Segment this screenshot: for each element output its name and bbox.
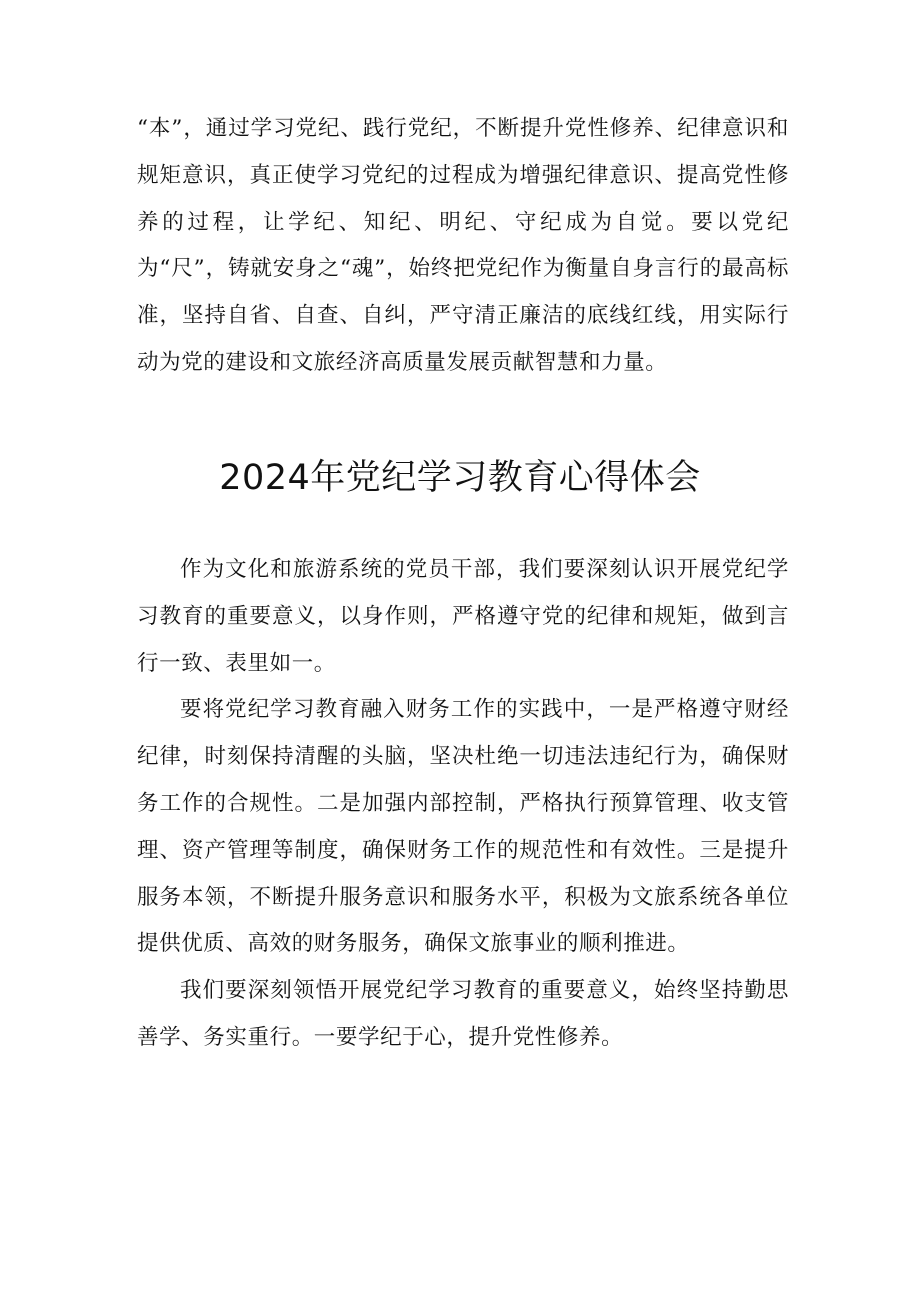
- document-body: [137, 547, 789, 1062]
- body-paragraph-3: 我们要深刻领悟开展党纪学习教育的重要意义，始终坚持勤思善学、务实重行。一要学纪于心，提升党性修养。: [137, 978, 789, 1050]
- continuation-paragraph: “本”，通过学习党纪、践行党纪，不断提升党性修养、纪律意识和规矩意识，真正使学习党纪的过程成为增强纪律意识、提高党性修养的过程，让学纪、知纪、明纪、守纪成为自觉。要以党纪为“尺”，铸就安身之“魂”，始终把党纪作为衡量自身言行的最高标准，坚持自省、自查、自纠，严守清正廉洁的底线红线，用实际行动为党的建设和文旅经济高质量发展贡献智慧和力量。: [137, 116, 789, 375]
- body-paragraph-2: 要将党纪学习教育融入财务工作的实践中，一是严格遵守财经纪律，时刻保持清醒的头脑，坚决杜绝一切违法违纪行为，确保财务工作的合规性。二是加强内部控制，严格执行预算管理、收支管理、资产管理等制度，确保财务工作的规范性和有效性。三是提升服务本领，不断提升服务意识和服务水平，积极为文旅系统各单位提供优质、高效的财务服务，确保文旅事业的顺利推进。: [137, 697, 789, 957]
- document-title: 2024年党纪学习教育心得体会: [219, 458, 701, 498]
- body-paragraph-1: 作为文化和旅游系统的党员干部，我们要深刻认识开展党纪学习教育的重要意义，以身作则，严格遵守党的纪律和规矩，做到言行一致、表里如一。: [137, 557, 789, 676]
